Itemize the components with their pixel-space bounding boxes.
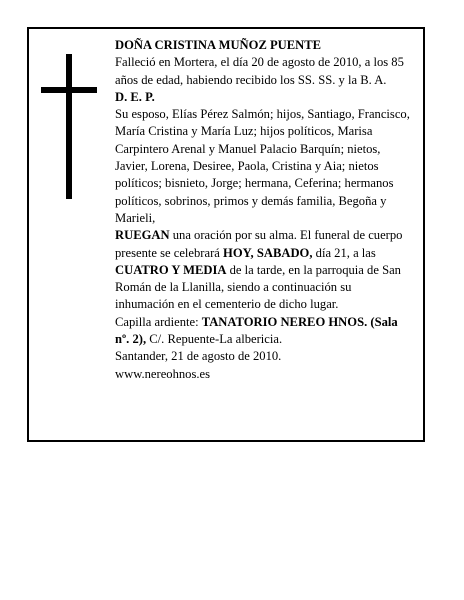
obituary-notice (27, 27, 425, 442)
chapel-address: C/. Repuente-La albericia. (146, 332, 283, 347)
death-statement: Falleció en Mortera, el día 20 de agosto de 2010, a los 85 años de edad, habiendo recibido los SS. SS. y la B. A. (115, 55, 404, 87)
ruegan-text: una oración por su alma. El funeral de cuerpo presente se celebrará (115, 228, 403, 260)
chapel-name: TANATORIO NEREO HNOS. (Sala nº. 2), (115, 314, 398, 347)
cross-vertical-bar (66, 54, 72, 199)
ruegan-word: RUEGAN (115, 228, 170, 243)
day-text: día 21, a las (312, 245, 376, 260)
family-list: Su esposo, Elías Pérez Salmón; hijos, Santiago, Francisco, María Cristina y María Luz; hijos políticos, Marisa Carpintero Arenal y Manuel Palacio Barquín; nietos, Javier, Lorena, Desiree, Paola, Cristina y Aia; nietos políticos; bisnieto, Jorge; hermana, Ceferina; hermanos políticos, sobrinos, primos y demás familia, Begoña y Marieli, (115, 107, 410, 225)
funeral-paragraph (115, 227, 411, 313)
deceased-name: DOÑA CRISTINA MUÑOZ PUENTE (115, 38, 322, 52)
cross-horizontal-bar (41, 87, 97, 93)
time-text: de la tarde, en la parroquia de San Román de la Llanilla, siendo a continuación su inhumación en el cementerio de dicho lugar. (115, 262, 401, 312)
chapel-paragraph (115, 314, 411, 349)
funeral-day: HOY, SABADO, (223, 245, 313, 260)
website: www.nereohnos.es (115, 366, 211, 381)
chapel-label: Capilla ardiente: (115, 314, 202, 329)
date-place: Santander, 21 de agosto de 2010. (115, 349, 282, 364)
funeral-time: CUATRO Y MEDIA (115, 262, 227, 277)
notice-text (115, 37, 411, 383)
cross-icon (41, 54, 97, 199)
dep-line: D. E. P. (115, 89, 155, 104)
